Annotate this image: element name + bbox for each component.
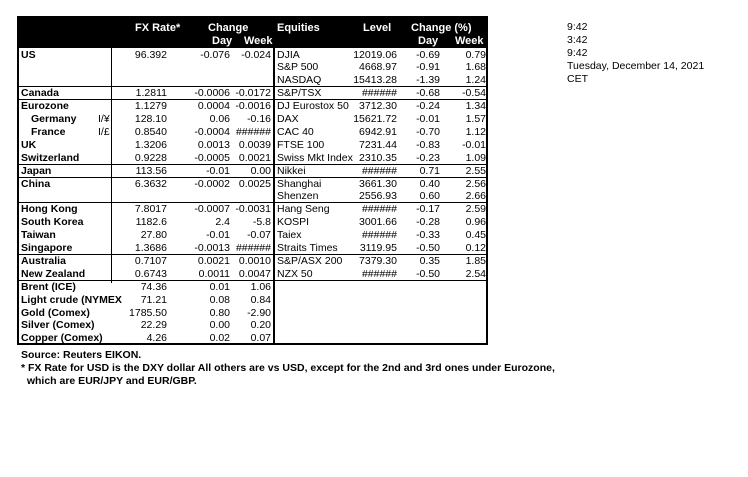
equity-name: S&P 500 [277, 61, 319, 74]
equity-name: Hang Seng [277, 203, 330, 216]
row-separator [19, 280, 488, 281]
equity-level: 15413.28 [353, 74, 397, 87]
fx-rate: 71.21 [140, 293, 167, 306]
equity-name: DJ Eurostox 50 [277, 100, 349, 113]
equity-level: ###### [361, 87, 397, 100]
fx-day-change: 0.08 [209, 293, 230, 306]
fx-day-change: -0.0007 [194, 203, 230, 216]
equity-day-change: -0.69 [416, 48, 440, 61]
fx-day-change: 0.01 [209, 280, 230, 293]
equity-day-change: -0.33 [416, 229, 440, 242]
fx-region: Australia [21, 254, 66, 267]
fx-day-change: 0.06 [209, 113, 230, 125]
level-header: Level [363, 22, 392, 34]
equity-level: ###### [361, 229, 397, 242]
fx-week-change: -0.024 [241, 48, 271, 61]
change-pct-header: Change (%) [411, 22, 472, 34]
fx-week-change: 0.0021 [238, 151, 271, 164]
equity-week-change: 1.85 [465, 254, 486, 267]
equity-level: 3119.95 [359, 242, 397, 254]
fx-region: Brent (ICE) [21, 280, 76, 293]
fx-week-change: 0.07 [250, 332, 271, 345]
equity-week-change: 2.54 [465, 267, 486, 280]
fx-week-change: 1.06 [250, 280, 271, 293]
fx-rate: 74.36 [140, 280, 167, 293]
equity-day-change: -0.23 [416, 151, 440, 164]
equity-name: NASDAQ [277, 74, 322, 87]
fx-subregion: Germany [31, 113, 77, 125]
equity-name: NZX 50 [277, 267, 313, 280]
fx-week-change: -2.90 [247, 306, 271, 319]
equity-day-change: -0.50 [416, 267, 440, 280]
fx-subregion: France [31, 125, 66, 138]
fx-rate: 0.7107 [134, 254, 167, 267]
fx-rate: 113.56 [135, 164, 167, 177]
fx-region: Gold (Comex) [21, 306, 90, 319]
fx-rate: 0.6743 [134, 267, 167, 280]
fx-region: Silver (Comex) [21, 319, 95, 332]
equity-day-change: -0.70 [416, 125, 440, 138]
fx-day-change: 0.0013 [197, 138, 230, 151]
fx-rate: 1.3686 [134, 242, 167, 254]
fx-day-change: 0.0021 [197, 254, 230, 267]
fx-day-change: 0.0011 [198, 267, 230, 280]
fx-rate: 128.10 [134, 113, 167, 125]
fx-day-change: -0.0004 [194, 125, 230, 138]
fx-day-change: -0.01 [206, 229, 230, 242]
fx-rate: 1.3206 [134, 138, 167, 151]
equity-level: 3001.66 [359, 216, 397, 229]
equity-week-change: 2.55 [465, 164, 486, 177]
fx-day-change: 0.0004 [197, 100, 230, 113]
fx-day-change: 0.80 [209, 306, 230, 319]
equity-week-change: -0.54 [462, 87, 486, 100]
equity-day-change: 0.60 [419, 190, 440, 203]
equity-day-change: -0.68 [416, 87, 440, 100]
fx-week-change: ###### [235, 125, 271, 138]
equity-name: Swiss Mkt Index [277, 151, 353, 164]
equity-level: 4668.97 [359, 61, 397, 74]
equity-name: Straits Times [277, 242, 338, 254]
equity-level: 2556.93 [359, 190, 397, 203]
equity-level: 6942.91 [359, 125, 397, 138]
fx-rate: 1.2811 [135, 87, 167, 100]
equity-week-change: 1.57 [465, 113, 486, 125]
equity-level: 3712.30 [359, 100, 397, 113]
fx-rate-header: FX Rate* [135, 22, 181, 34]
equity-week-change: 2.56 [465, 177, 486, 190]
fx-rate: 27.80 [140, 229, 167, 242]
equity-week-change: 1.68 [465, 61, 486, 74]
equity-name: S&P/TSX [277, 87, 322, 100]
equity-name: DAX [277, 113, 299, 125]
equity-level: 3661.30 [359, 177, 397, 190]
change-header: Change [208, 22, 249, 34]
equity-day-change: -0.91 [416, 61, 440, 74]
fx-footnote-line2: which are EUR/JPY and EUR/GBP. [21, 375, 197, 387]
equity-level: 7379.30 [359, 254, 397, 267]
equities-title: Equities [277, 22, 320, 34]
fx-region: Light crude (NYMEX [21, 293, 122, 306]
row-separator [19, 254, 488, 255]
fx-week-change: -5.8 [252, 216, 271, 229]
fx-day-change: 0.00 [209, 319, 230, 332]
fx-day-change: 2.4 [215, 216, 230, 229]
fx-week-change: 0.0010 [238, 254, 271, 267]
fx-rate: 0.8540 [134, 125, 167, 138]
equity-week-change: 0.96 [465, 216, 486, 229]
equity-day-change: 0.71 [419, 164, 440, 177]
equity-week-change: 1.34 [465, 100, 486, 113]
equity-level: ###### [361, 203, 397, 216]
fx-region: South Korea [21, 216, 84, 229]
equities-header [275, 18, 488, 48]
source-note: Source: Reuters EIKON. [21, 349, 142, 361]
equity-level: ###### [361, 267, 397, 280]
fx-day-change: -0.01 [206, 164, 230, 177]
equity-name: Shenzen [277, 190, 319, 203]
equity-name: Taiex [277, 229, 302, 242]
fx-week-change: 0.00 [250, 164, 271, 177]
equity-name: Shanghai [277, 177, 322, 190]
fx-day-change: -0.0013 [194, 242, 230, 254]
equity-week-change: 1.12 [465, 125, 486, 138]
equity-day-change: 0.40 [419, 177, 440, 190]
fx-region: Japan [21, 164, 52, 177]
equity-day-change: -0.17 [416, 203, 440, 216]
equity-name: FTSE 100 [277, 138, 325, 151]
fx-region: Eurozone [21, 100, 69, 113]
equity-day-change: -0.01 [416, 113, 440, 125]
equity-level: ###### [361, 164, 397, 177]
equity-week-change: 0.45 [465, 229, 486, 242]
equity-level: 7231.44 [359, 138, 397, 151]
equity-week-change: 0.79 [465, 48, 486, 61]
market-table [17, 16, 488, 345]
fx-footnote-line1: * FX Rate for USD is the DXY dollar All others are vs USD, except for the 2nd and 3rd ones under Eurozone, [21, 362, 555, 374]
fx-day-change: -0.0006 [194, 87, 230, 100]
fx-week-change: 0.20 [250, 319, 271, 332]
equity-level: 12019.06 [353, 48, 397, 61]
time-3: 9:42 [567, 47, 588, 59]
fx-region: Singapore [21, 242, 73, 254]
fx-rate: 22.29 [140, 319, 167, 332]
equity-day-change: -1.39 [416, 74, 440, 87]
row-separator [19, 164, 488, 165]
fx-rate: 96.392 [134, 48, 167, 61]
fx-rate: 7.8017 [134, 203, 167, 216]
fx-header [19, 18, 273, 48]
equity-name: S&P/ASX 200 [277, 254, 343, 267]
equity-level: 2310.35 [359, 151, 397, 164]
fx-rate: 1182.6 [135, 216, 167, 229]
fx-day-change: -0.0005 [194, 151, 230, 164]
fx-region: US [21, 48, 36, 61]
fx-region: Copper (Comex) [21, 332, 103, 345]
row-separator [19, 86, 488, 87]
fx-week-change: -0.07 [247, 229, 271, 242]
equity-day-change: -0.28 [416, 216, 440, 229]
fx-pair: I/¥ [98, 113, 110, 125]
equity-day-change: -0.50 [416, 242, 440, 254]
equity-name: Nikkei [277, 164, 306, 177]
fx-week-change: 0.84 [250, 293, 271, 306]
fx-week-change: -0.0031 [235, 203, 271, 216]
fx-week-change: -0.16 [247, 113, 271, 125]
fx-week-change: -0.0172 [235, 87, 271, 100]
fx-week-change: 0.0047 [238, 267, 271, 280]
fx-region: China [21, 177, 51, 190]
fx-region: Switzerland [21, 151, 80, 164]
equity-week-change: -0.01 [462, 138, 486, 151]
fx-day-change: -0.076 [200, 48, 230, 61]
fx-week-change: ###### [235, 242, 271, 254]
timezone: CET [567, 73, 588, 85]
equity-day-change: -0.24 [416, 100, 440, 113]
equity-day-change: 0.35 [419, 254, 440, 267]
fx-day-change: -0.0002 [194, 177, 230, 190]
eq-week-header: Week [455, 35, 484, 47]
time-2: 3:42 [567, 34, 588, 46]
equity-week-change: 1.24 [465, 74, 486, 87]
equity-day-change: -0.83 [416, 138, 440, 151]
fx-day-change: 0.02 [209, 332, 230, 345]
fx-week-change: -0.0016 [235, 100, 271, 113]
equity-week-change: 1.09 [465, 151, 486, 164]
fx-region: New Zealand [21, 267, 86, 280]
fx-rate: 1.1279 [134, 100, 167, 113]
fx-week-change: 0.0025 [238, 177, 271, 190]
fx-pair: I/£ [98, 125, 110, 138]
eq-day-header: Day [418, 35, 439, 47]
fx-rate: 1785.50 [129, 306, 167, 319]
fx-region: UK [21, 138, 37, 151]
equity-name: KOSPI [277, 216, 310, 229]
equity-name: DJIA [277, 48, 300, 61]
fx-region: Hong Kong [21, 203, 78, 216]
fx-region: Taiwan [21, 229, 56, 242]
day-header: Day [212, 35, 233, 47]
row-separator [19, 202, 488, 203]
equity-level: 15621.72 [353, 113, 397, 125]
week-header: Week [244, 35, 273, 47]
row-separator [19, 177, 488, 178]
fx-region: Canada [21, 87, 59, 100]
report-date: Tuesday, December 14, 2021 [567, 60, 705, 72]
center-divider [273, 18, 275, 343]
equity-week-change: 2.59 [465, 203, 486, 216]
fx-rate: 6.3632 [134, 177, 167, 190]
fx-week-change: 0.0039 [238, 138, 271, 151]
time-1: 9:42 [567, 21, 588, 33]
fx-rate: 4.26 [146, 332, 167, 345]
row-separator [19, 99, 488, 100]
equity-week-change: 0.12 [465, 242, 486, 254]
fx-rate: 0.9228 [134, 151, 167, 164]
equity-name: CAC 40 [277, 125, 314, 138]
equity-week-change: 2.66 [465, 190, 486, 203]
